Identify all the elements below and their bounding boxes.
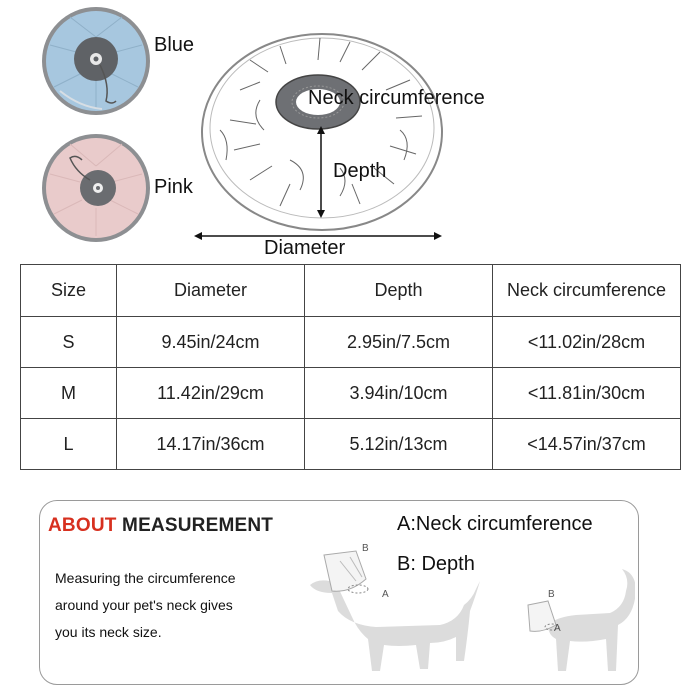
pink-cone-image[interactable] bbox=[40, 132, 152, 244]
measurement-instructions bbox=[55, 565, 285, 646]
cell-diameter: 9.45in/24cm bbox=[117, 317, 305, 368]
dog-marker-a: A bbox=[382, 589, 389, 600]
cat-silhouette bbox=[548, 569, 635, 671]
dog-cone bbox=[324, 551, 366, 591]
cell-neck: <14.57in/37cm bbox=[493, 419, 681, 470]
dog-silhouette bbox=[310, 580, 480, 671]
blue-label: Blue bbox=[154, 34, 195, 56]
about-measurement-panel bbox=[39, 500, 639, 685]
header-diameter: Diameter bbox=[117, 265, 305, 317]
pink-label: Pink bbox=[154, 176, 193, 198]
header-neck-circumference: Neck circumference bbox=[493, 265, 681, 317]
cell-size: M bbox=[21, 368, 117, 419]
table-row bbox=[21, 368, 681, 419]
cell-depth: 2.95in/7.5cm bbox=[305, 317, 493, 368]
cell-size: L bbox=[21, 419, 117, 470]
table-row bbox=[21, 317, 681, 368]
cell-depth: 3.94in/10cm bbox=[305, 368, 493, 419]
diameter-label: Diameter bbox=[264, 237, 346, 259]
header-depth: Depth bbox=[305, 265, 493, 317]
size-chart-table bbox=[20, 264, 681, 470]
blue-cone-image[interactable] bbox=[40, 5, 152, 117]
about-measurement-title bbox=[48, 515, 273, 537]
cat-marker-b: B bbox=[548, 589, 555, 600]
cell-neck: <11.02in/28cm bbox=[493, 317, 681, 368]
header-size: Size bbox=[21, 265, 117, 317]
cone-measurement-diagram bbox=[190, 20, 455, 260]
cell-diameter: 14.17in/36cm bbox=[117, 419, 305, 470]
cell-neck: <11.81in/30cm bbox=[493, 368, 681, 419]
cell-diameter: 11.42in/29cm bbox=[117, 368, 305, 419]
instruction-line: around your pet's neck gives bbox=[55, 597, 233, 613]
instruction-line: you its neck size. bbox=[55, 624, 162, 640]
cell-depth: 5.12in/13cm bbox=[305, 419, 493, 470]
legend-neck-circumference: A:Neck circumference bbox=[397, 513, 593, 535]
about-title-black: MEASUREMENT bbox=[116, 515, 274, 536]
neck-circumference-label: Neck circumference bbox=[308, 87, 485, 109]
cat-marker-a: A bbox=[554, 623, 561, 634]
cell-size: S bbox=[21, 317, 117, 368]
dog-marker-b: B bbox=[362, 543, 369, 554]
cat-cone bbox=[528, 601, 556, 631]
depth-label: Depth bbox=[333, 160, 387, 182]
table-header-row bbox=[21, 265, 681, 317]
about-title-red: ABOUT bbox=[48, 515, 117, 536]
table-row bbox=[21, 419, 681, 470]
legend-depth: B: Depth bbox=[397, 553, 475, 575]
instruction-line: Measuring the circumference bbox=[55, 570, 236, 586]
dog-and-cat-illustration bbox=[280, 521, 635, 681]
